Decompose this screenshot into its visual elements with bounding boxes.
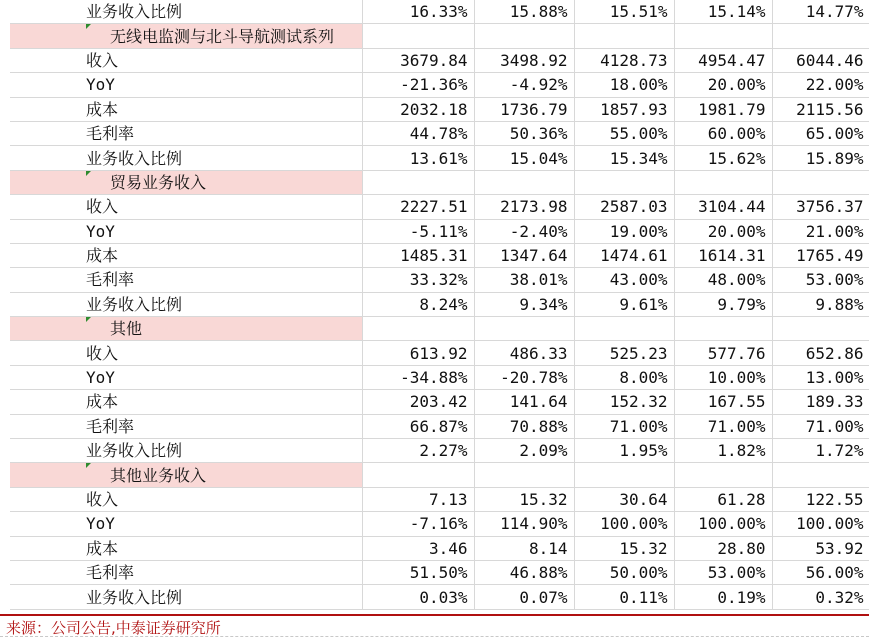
row-label[interactable]: YoY	[10, 512, 362, 536]
value-cell[interactable]: 152.32	[574, 390, 674, 414]
value-cell[interactable]: 33.32%	[362, 268, 474, 292]
value-cell[interactable]: 71.00%	[674, 414, 772, 438]
table-row	[10, 487, 869, 511]
value-cell[interactable]: 15.04%	[474, 146, 574, 170]
value-cell[interactable]: 15.62%	[674, 146, 772, 170]
value-cell[interactable]: 8.14	[474, 536, 574, 560]
value-cell[interactable]: 56.00%	[772, 560, 869, 584]
value-cell[interactable]: 3756.37	[772, 195, 869, 219]
value-cell[interactable]	[474, 463, 574, 487]
value-cell[interactable]: 2587.03	[574, 195, 674, 219]
table-row	[10, 146, 869, 170]
value-cell[interactable]: 51.50%	[362, 560, 474, 584]
table-row	[10, 390, 869, 414]
table-row	[10, 512, 869, 536]
value-cell[interactable]: 613.92	[362, 341, 474, 365]
table-row	[10, 439, 869, 463]
value-cell[interactable]: 0.19%	[674, 585, 772, 609]
section-title[interactable]: 其他业务收入	[10, 463, 362, 487]
value-cell[interactable]: 0.03%	[362, 585, 474, 609]
value-cell[interactable]: 15.32	[574, 536, 674, 560]
value-cell[interactable]: 53.00%	[674, 560, 772, 584]
value-cell[interactable]: 50.36%	[474, 121, 574, 145]
value-cell[interactable]: 15.14%	[674, 0, 772, 24]
value-cell[interactable]: 525.23	[574, 341, 674, 365]
value-cell[interactable]: 1.95%	[574, 439, 674, 463]
table-row	[10, 219, 869, 243]
value-cell[interactable]: 15.89%	[772, 146, 869, 170]
value-cell[interactable]: 3104.44	[674, 195, 772, 219]
comment-marker-icon	[86, 24, 91, 29]
table-row	[10, 414, 869, 438]
value-cell[interactable]: 1736.79	[474, 97, 574, 121]
table-row	[10, 585, 869, 609]
table-row	[10, 560, 869, 584]
value-cell[interactable]: 21.00%	[772, 219, 869, 243]
table-row	[10, 243, 869, 267]
row-label[interactable]: YoY	[10, 73, 362, 97]
value-cell[interactable]: 38.01%	[474, 268, 574, 292]
table-row	[10, 365, 869, 389]
value-cell[interactable]: 1765.49	[772, 243, 869, 267]
value-cell[interactable]	[674, 24, 772, 48]
row-label[interactable]: 业务收入比例	[10, 292, 362, 316]
section-header-row	[10, 170, 869, 194]
value-cell[interactable]: 4954.47	[674, 48, 772, 72]
value-cell[interactable]: 0.11%	[574, 585, 674, 609]
value-cell[interactable]: -20.78%	[474, 365, 574, 389]
value-cell[interactable]: 2227.51	[362, 195, 474, 219]
value-cell[interactable]: 2.09%	[474, 439, 574, 463]
value-cell[interactable]: 43.00%	[574, 268, 674, 292]
page-divider	[0, 636, 869, 637]
value-cell[interactable]	[574, 170, 674, 194]
value-cell[interactable]: 19.00%	[574, 219, 674, 243]
value-cell[interactable]: 8.00%	[574, 365, 674, 389]
value-cell[interactable]: 13.61%	[362, 146, 474, 170]
table-body	[10, 0, 869, 609]
value-cell[interactable]: 652.86	[772, 341, 869, 365]
value-cell[interactable]: 44.78%	[362, 121, 474, 145]
row-label[interactable]: 收入	[10, 341, 362, 365]
row-label[interactable]: 毛利率	[10, 268, 362, 292]
value-cell[interactable]	[574, 317, 674, 341]
value-cell[interactable]: 9.79%	[674, 292, 772, 316]
value-cell[interactable]: 3498.92	[474, 48, 574, 72]
value-cell[interactable]	[474, 317, 574, 341]
value-cell[interactable]: 9.34%	[474, 292, 574, 316]
value-cell[interactable]	[674, 317, 772, 341]
value-cell[interactable]: -7.16%	[362, 512, 474, 536]
value-cell[interactable]: 0.32%	[772, 585, 869, 609]
value-cell[interactable]: 61.28	[674, 487, 772, 511]
value-cell[interactable]	[574, 463, 674, 487]
value-cell[interactable]	[772, 24, 869, 48]
row-label[interactable]: 成本	[10, 536, 362, 560]
value-cell[interactable]: 6044.46	[772, 48, 869, 72]
table-row	[10, 121, 869, 145]
section-title[interactable]: 其他	[10, 317, 362, 341]
section-header-row	[10, 317, 869, 341]
value-cell[interactable]: 15.51%	[574, 0, 674, 24]
value-cell[interactable]	[362, 24, 474, 48]
value-cell[interactable]: 167.55	[674, 390, 772, 414]
row-label[interactable]: 毛利率	[10, 121, 362, 145]
value-cell[interactable]: 60.00%	[674, 121, 772, 145]
value-cell[interactable]: -2.40%	[474, 219, 574, 243]
value-cell[interactable]: 577.76	[674, 341, 772, 365]
row-label[interactable]: 业务收入比例	[10, 585, 362, 609]
value-cell[interactable]: 8.24%	[362, 292, 474, 316]
value-cell[interactable]: 122.55	[772, 487, 869, 511]
table-row	[10, 48, 869, 72]
value-cell[interactable]: 0.07%	[474, 585, 574, 609]
value-cell[interactable]: 55.00%	[574, 121, 674, 145]
value-cell[interactable]: 1474.61	[574, 243, 674, 267]
value-cell[interactable]: 1.72%	[772, 439, 869, 463]
section-title[interactable]: 贸易业务收入	[10, 170, 362, 194]
value-cell[interactable]: 2173.98	[474, 195, 574, 219]
table-row	[10, 292, 869, 316]
table-row	[10, 195, 869, 219]
value-cell[interactable]: 100.00%	[674, 512, 772, 536]
value-cell[interactable]: 48.00%	[674, 268, 772, 292]
value-cell[interactable]: 9.88%	[772, 292, 869, 316]
row-label[interactable]: 业务收入比例	[10, 0, 362, 24]
row-label[interactable]: 毛利率	[10, 414, 362, 438]
value-cell[interactable]: 13.00%	[772, 365, 869, 389]
section-header-row	[10, 24, 869, 48]
value-cell[interactable]: 7.13	[362, 487, 474, 511]
value-cell[interactable]	[574, 24, 674, 48]
value-cell[interactable]: 4128.73	[574, 48, 674, 72]
value-cell[interactable]	[474, 170, 574, 194]
table-row	[10, 341, 869, 365]
value-cell[interactable]: -21.36%	[362, 73, 474, 97]
value-cell[interactable]: 486.33	[474, 341, 574, 365]
value-cell[interactable]: 1.82%	[674, 439, 772, 463]
value-cell[interactable]: 71.00%	[772, 414, 869, 438]
table-row	[10, 0, 869, 24]
value-cell[interactable]	[772, 170, 869, 194]
value-cell[interactable]: 141.64	[474, 390, 574, 414]
value-cell[interactable]: 14.77%	[772, 0, 869, 24]
row-label[interactable]: 业务收入比例	[10, 439, 362, 463]
value-cell[interactable]	[474, 24, 574, 48]
row-label[interactable]: 收入	[10, 195, 362, 219]
value-cell[interactable]: 15.34%	[574, 146, 674, 170]
value-cell[interactable]: 3679.84	[362, 48, 474, 72]
value-cell[interactable]: 50.00%	[574, 560, 674, 584]
row-label[interactable]: 毛利率	[10, 560, 362, 584]
row-label[interactable]: 成本	[10, 243, 362, 267]
value-cell[interactable]: 16.33%	[362, 0, 474, 24]
value-cell[interactable]: 22.00%	[772, 73, 869, 97]
comment-marker-icon	[86, 463, 91, 468]
value-cell[interactable]	[772, 463, 869, 487]
value-cell[interactable]: 2032.18	[362, 97, 474, 121]
value-cell[interactable]: 28.80	[674, 536, 772, 560]
table-row	[10, 73, 869, 97]
value-cell[interactable]: 70.88%	[474, 414, 574, 438]
value-cell[interactable]: 1485.31	[362, 243, 474, 267]
value-cell[interactable]: 1614.31	[674, 243, 772, 267]
value-cell[interactable]: 100.00%	[574, 512, 674, 536]
value-cell[interactable]: 10.00%	[674, 365, 772, 389]
value-cell[interactable]: 9.61%	[574, 292, 674, 316]
value-cell[interactable]: 53.92	[772, 536, 869, 560]
financial-table	[10, 0, 869, 610]
value-cell[interactable]: 65.00%	[772, 121, 869, 145]
value-cell[interactable]: 15.88%	[474, 0, 574, 24]
table-row	[10, 97, 869, 121]
value-cell[interactable]: 1981.79	[674, 97, 772, 121]
row-label[interactable]: 成本	[10, 390, 362, 414]
value-cell[interactable]	[362, 317, 474, 341]
value-cell[interactable]: 46.88%	[474, 560, 574, 584]
value-cell[interactable]: 100.00%	[772, 512, 869, 536]
table-row	[10, 268, 869, 292]
row-label[interactable]: 收入	[10, 48, 362, 72]
value-cell[interactable]: 2.27%	[362, 439, 474, 463]
row-label[interactable]: YoY	[10, 219, 362, 243]
value-cell[interactable]: 53.00%	[772, 268, 869, 292]
value-cell[interactable]: 30.64	[574, 487, 674, 511]
value-cell[interactable]	[674, 463, 772, 487]
value-cell[interactable]: 20.00%	[674, 219, 772, 243]
value-cell[interactable]: 189.33	[772, 390, 869, 414]
row-label[interactable]: 收入	[10, 487, 362, 511]
value-cell[interactable]: -4.92%	[474, 73, 574, 97]
value-cell[interactable]: 66.87%	[362, 414, 474, 438]
value-cell[interactable]: 18.00%	[574, 73, 674, 97]
value-cell[interactable]: 114.90%	[474, 512, 574, 536]
value-cell[interactable]: 2115.56	[772, 97, 869, 121]
value-cell[interactable]: 20.00%	[674, 73, 772, 97]
section-header-row	[10, 463, 869, 487]
value-cell[interactable]	[362, 170, 474, 194]
section-title[interactable]: 无线电监测与北斗导航测试系列	[10, 24, 362, 48]
value-cell[interactable]	[772, 317, 869, 341]
value-cell[interactable]: 1347.64	[474, 243, 574, 267]
value-cell[interactable]: 203.42	[362, 390, 474, 414]
value-cell[interactable]	[674, 170, 772, 194]
value-cell[interactable]: 71.00%	[574, 414, 674, 438]
value-cell[interactable]: 1857.93	[574, 97, 674, 121]
value-cell[interactable]: 15.32	[474, 487, 574, 511]
value-cell[interactable]: -5.11%	[362, 219, 474, 243]
comment-marker-icon	[86, 171, 91, 176]
row-label[interactable]: 业务收入比例	[10, 146, 362, 170]
value-cell[interactable]: 3.46	[362, 536, 474, 560]
table-row	[10, 536, 869, 560]
value-cell[interactable]	[362, 463, 474, 487]
comment-marker-icon	[86, 317, 91, 322]
source-note: 来源：公司公告,中泰证券研究所	[0, 614, 869, 640]
value-cell[interactable]: -34.88%	[362, 365, 474, 389]
row-label[interactable]: YoY	[10, 365, 362, 389]
row-label[interactable]: 成本	[10, 97, 362, 121]
